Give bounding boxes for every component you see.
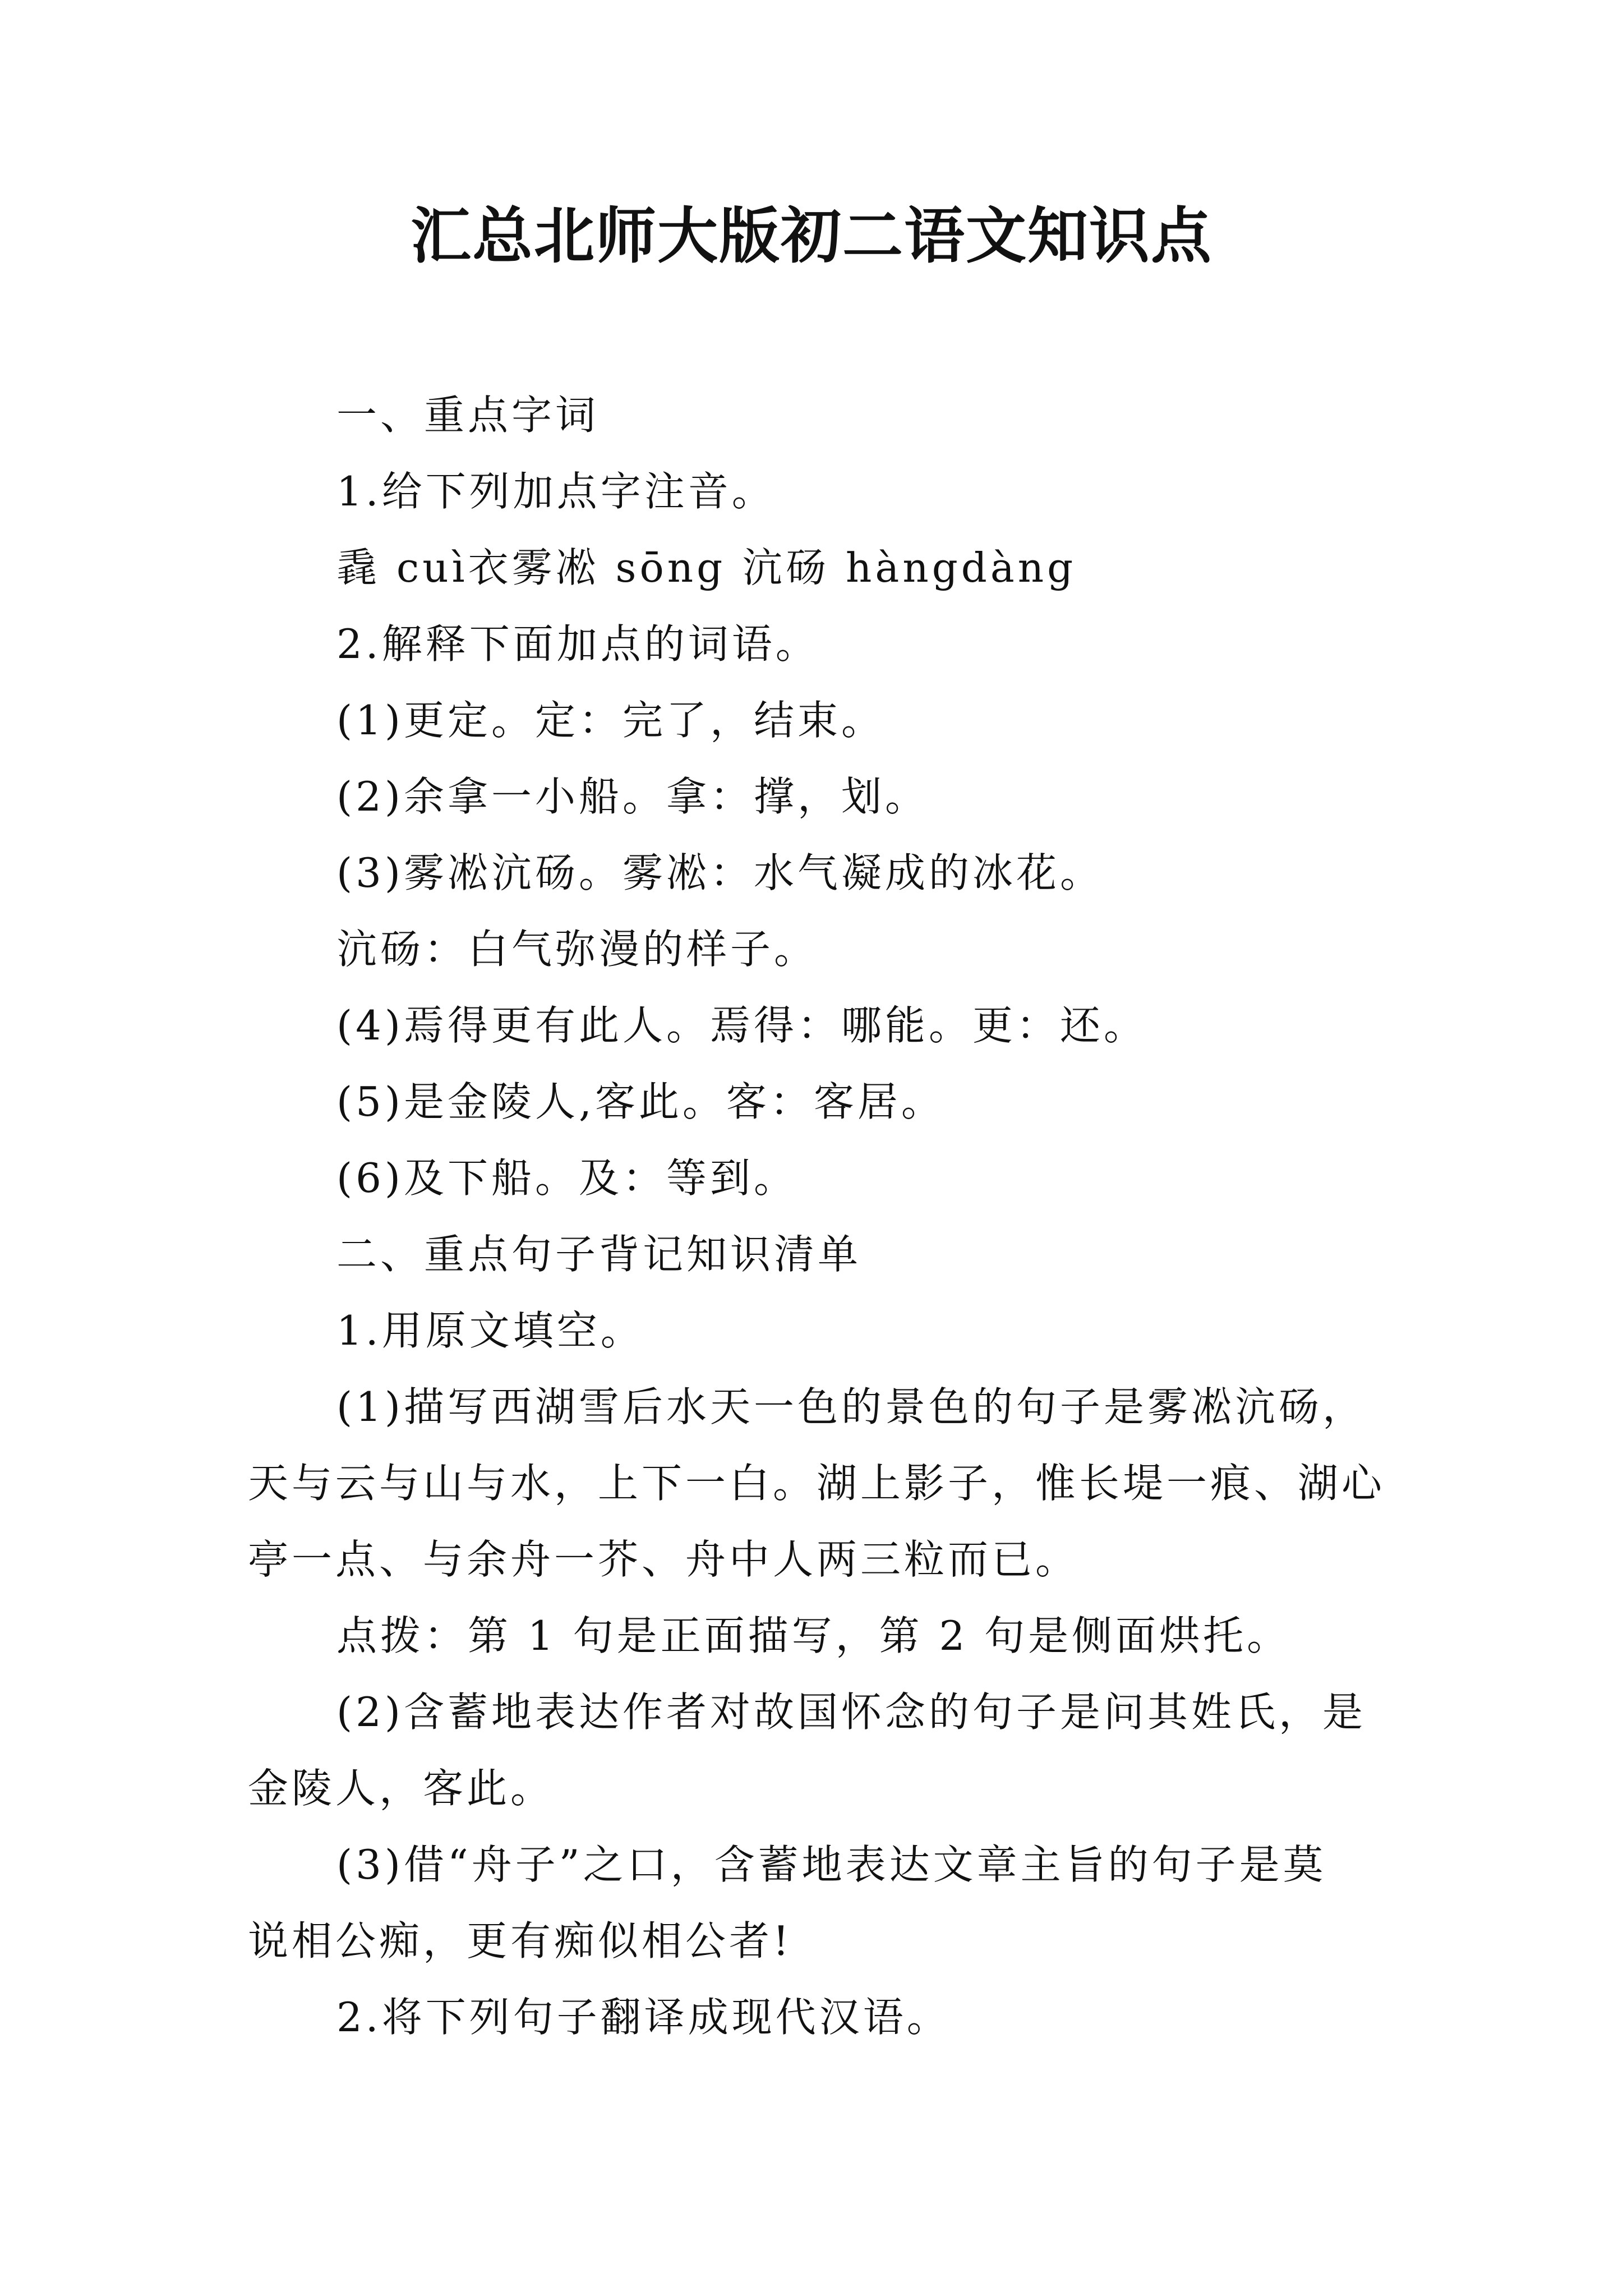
fill-item-1: (1)描写西湖雪后水天一色的景色的句子是雾凇沆砀， bbox=[336, 1383, 1366, 1430]
hint-note: 点拨：第 1 句是正面描写，第 2 句是侧面烘托。 bbox=[336, 1612, 1291, 1659]
fill-item-1-line-3: 亭一点、与余舟一芥、舟中人两三粒而已。 bbox=[248, 1536, 1080, 1583]
question-fill-blank: 1.用原文填空。 bbox=[336, 1307, 644, 1354]
section-heading-key-sentences: 二、重点句子背记知识清单 bbox=[336, 1231, 862, 1278]
explain-item-6: (6)及下船。及：等到。 bbox=[336, 1154, 797, 1202]
pinyin-answers: 毳 cuì衣雾凇 sōng 沆砀 hàngdàng bbox=[336, 544, 1077, 591]
explain-item-3: (3)雾凇沆砀。雾凇：水气凝成的冰花。 bbox=[336, 849, 1104, 896]
document-title: 汇总北师大版初二语文知识点 bbox=[410, 201, 1212, 272]
question-pinyin: 1.给下列加点字注音。 bbox=[336, 468, 776, 515]
fill-item-2: (2)含蓄地表达作者对故国怀念的句子是问其姓氏，是 bbox=[336, 1688, 1366, 1736]
explain-item-4: (4)焉得更有此人。焉得：哪能。更：还。 bbox=[336, 1002, 1147, 1049]
question-explain-words: 2.解释下面加点的词语。 bbox=[336, 620, 819, 668]
fill-item-2-line-2: 金陵人，客此。 bbox=[248, 1765, 555, 1812]
question-translate: 2.将下列句子翻译成现代汉语。 bbox=[336, 1994, 951, 2041]
fill-item-3: (3)借“舟子”之口，含蓄地表达文章主旨的句子是莫 bbox=[336, 1841, 1327, 1888]
explain-item-1: (1)更定。定：完了，结束。 bbox=[336, 697, 885, 744]
section-heading-key-words: 一、重点字词 bbox=[336, 392, 600, 439]
fill-item-3-line-2: 说相公痴，更有痴似相公者! bbox=[248, 1917, 792, 1964]
fill-item-1-line-2: 天与云与山与水，上下一白。湖上影子，惟长堤一痕、湖心 bbox=[248, 1460, 1386, 1507]
explain-item-5: (5)是金陵人,客此。客：客居。 bbox=[336, 1078, 945, 1125]
explain-item-3-continued: 沆砀：白气弥漫的样子。 bbox=[336, 926, 818, 973]
explain-item-2: (2)余拿一小船。拿：撑，划。 bbox=[336, 773, 929, 820]
